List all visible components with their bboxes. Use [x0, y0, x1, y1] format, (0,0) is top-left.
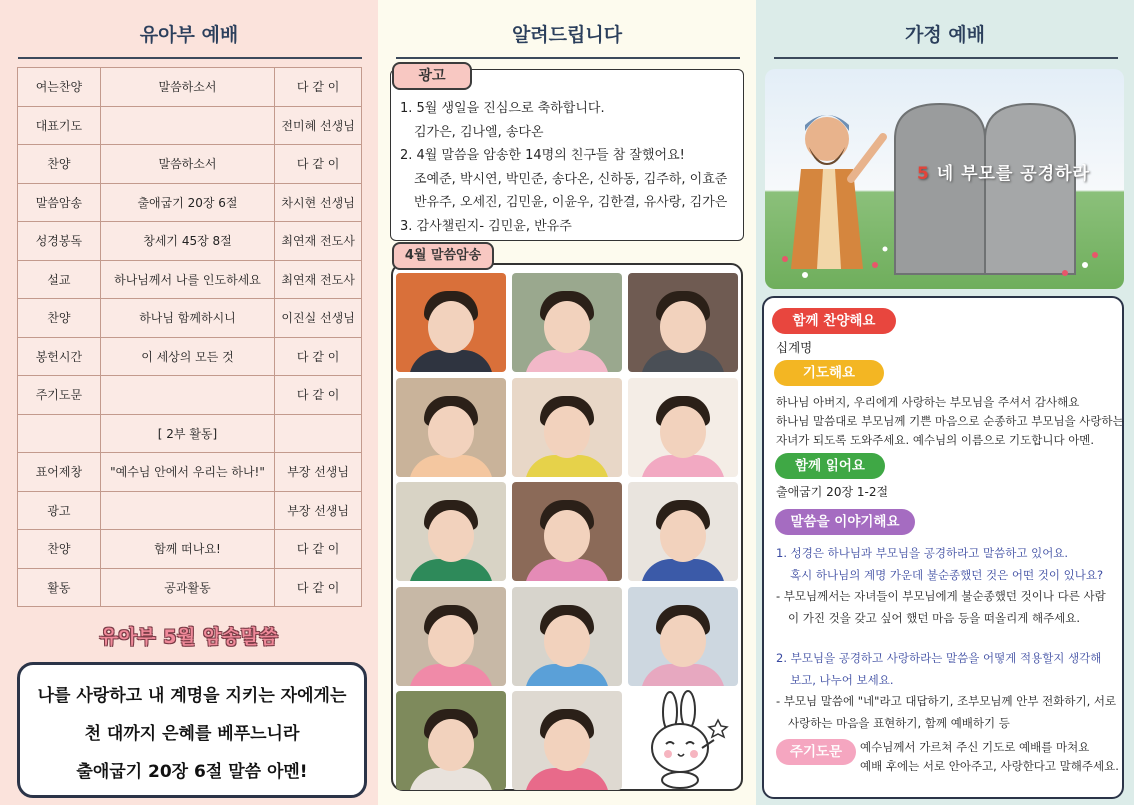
table-row: [18, 68, 362, 107]
answer-line: - 부모님 말씀에 "네"라고 대답하기, 조부모님께 안부 전화하기, 서로: [776, 694, 1117, 708]
table-row: [18, 260, 362, 299]
pray-line: 하나님 아버지, 우리에게 사랑하는 부모님을 주셔서 감사해요: [776, 395, 1080, 409]
panel-title: 유아부 예배: [139, 24, 239, 46]
divider: [18, 57, 362, 59]
lords-prayer-label: 주기도문: [776, 739, 856, 765]
order-of-worship-table: [17, 67, 362, 607]
child-photo: [628, 482, 738, 581]
read-text: 출애굽기 20장 1-2절: [776, 485, 889, 499]
ad-tag: 광고: [392, 62, 472, 90]
question-line: 보고, 나누어 보세요.: [790, 672, 894, 687]
pray-line: 자녀가 되도록 도와주세요. 예수님의 이름으로 기도합니다 아멘.: [776, 433, 1095, 447]
child-photo: [628, 587, 738, 686]
notice-names: 반유주, 오세진, 김민윤, 이윤우, 김한결, 유사랑, 김가은: [414, 195, 728, 210]
table-row: [18, 414, 362, 453]
pray-label: 기도해요: [774, 360, 884, 386]
child-photo: [512, 587, 622, 686]
notice-item: 2. 4월 말씀을 암송한 14명의 친구들 참 잘했어요!: [400, 148, 685, 163]
praise-text: 십계명: [776, 340, 813, 355]
leader-cell: 다 같 이: [275, 68, 362, 107]
leader-cell: 전미혜 선생님: [275, 106, 362, 145]
child-photo: [396, 482, 506, 581]
memory-verse-line: 나를 사랑하고 내 계명을 지키는 자에게는: [37, 686, 347, 706]
notice-names: 김가은, 김나엘, 송다온: [414, 124, 544, 140]
table-row: [18, 299, 362, 338]
notice-item: 1. 5월 생일을 진심으로 축하합니다.: [400, 101, 605, 116]
program-title-cell: 이 세상의 모든 것: [100, 337, 274, 376]
child-photo: [396, 691, 506, 790]
table-row: [18, 453, 362, 492]
read-label: 함께 읽어요: [775, 453, 885, 479]
pray-text: [776, 393, 1124, 450]
lords-prayer-text: [860, 738, 1119, 776]
lords-prayer-line: 예배 후에는 서로 안아주고, 사랑한다고 말해주세요.: [860, 759, 1119, 773]
leader-cell: 다 같 이: [275, 337, 362, 376]
hero-text: 네 부모를 공경하라: [936, 164, 1090, 184]
memory-verse-line: 출애굽기 20장 6절 말씀 아멘!: [76, 762, 308, 782]
talk-text: [776, 543, 1116, 734]
answer-line: 이 가진 것을 갖고 싶어 했던 마음 등을 떠올리게 해주세요.: [788, 610, 1081, 625]
memory-verse-line: 천 대까지 은혜를 베푸느니라: [84, 724, 300, 744]
table-row: [18, 183, 362, 222]
child-photo: [396, 587, 506, 686]
program-item-cell: 대표기도: [18, 106, 101, 145]
leader-cell: 최연재 전도사: [275, 260, 362, 299]
answer-line: 사랑하는 마음을 표현하기, 함께 예배하기 등: [788, 715, 1010, 730]
question-line: 2. 부모님을 공경하고 사랑하라는 말씀을 어떻게 적용할지 생각해: [776, 651, 1102, 665]
program-title-cell: [100, 106, 274, 145]
verse-tag: 4월 말씀암송: [392, 242, 494, 270]
memory-verse-box: [17, 662, 367, 798]
notice-list: [400, 97, 727, 238]
program-item-cell: 봉헌시간: [18, 337, 101, 376]
program-title-cell: 공과활동: [100, 568, 274, 607]
program-item-cell: 주기도문: [18, 376, 101, 415]
panel-title: 가정 예배: [904, 24, 986, 46]
program-item-cell: 표어제창: [18, 453, 101, 492]
hero-title: [917, 159, 1090, 184]
program-item-cell: 광고: [18, 491, 101, 530]
program-item-cell: 활동: [18, 568, 101, 607]
child-photo: [628, 378, 738, 477]
program-title-cell: "예수님 안에서 우리는 하나!": [100, 453, 274, 492]
praise-label: 함께 찬양해요: [772, 308, 896, 334]
hero-number: 5: [917, 164, 930, 184]
leader-cell: 다 같 이: [275, 530, 362, 569]
table-row: [18, 376, 362, 415]
table-row: [18, 491, 362, 530]
program-title-cell: [ 2부 활동]: [100, 414, 274, 453]
notice-names: 조예준, 박시연, 박민준, 송다온, 신하동, 김주하, 이효준: [414, 171, 728, 187]
pray-line: 하나님 말씀대로 부모님께 기쁜 마음으로 순종하고 부모님을 사랑하는: [776, 414, 1124, 428]
divider: [774, 57, 1118, 59]
program-item-cell: 여는찬양: [18, 68, 101, 107]
program-item-cell: 말씀암송: [18, 183, 101, 222]
child-photo: [396, 378, 506, 477]
divider: [396, 57, 740, 59]
ten-commandments-illustration: [765, 69, 1124, 289]
program-title-cell: 말씀하소서: [100, 68, 274, 107]
table-row: [18, 145, 362, 184]
program-title-cell: [100, 376, 274, 415]
leader-cell: 최연재 전도사: [275, 222, 362, 261]
program-item-cell: 설교: [18, 260, 101, 299]
answer-line: - 부모님께서는 자녀들이 부모님에게 불순종했던 것이나 다른 사람: [776, 589, 1106, 603]
leader-cell: 부장 선생님: [275, 453, 362, 492]
program-title-cell: 말씀하소서: [100, 145, 274, 184]
panel-title: 알려드립니다: [511, 24, 623, 46]
child-photo: [512, 691, 622, 790]
program-title-cell: 하나님께서 나를 인도하세요: [100, 260, 274, 299]
notice-item: 3. 감사챌린지- 김민윤, 반유주: [400, 218, 572, 234]
table-row: [18, 106, 362, 145]
rabbit-mascot-icon: [640, 690, 736, 790]
program-title-cell: [100, 491, 274, 530]
order-of-worship-panel: [0, 0, 378, 805]
table-row: [18, 530, 362, 569]
question-line: 1. 성경은 하나님과 부모님을 공경하라고 말씀하고 있어요.: [776, 546, 1069, 560]
child-photo: [512, 273, 622, 372]
question-line: 혹시 하나님의 계명 가운데 불순종했던 것은 어떤 것이 있나요?: [790, 567, 1104, 582]
leader-cell: 이진실 선생님: [275, 299, 362, 338]
program-item-cell: 성경봉독: [18, 222, 101, 261]
child-photo: [512, 378, 622, 477]
leader-cell: 차시현 선생님: [275, 183, 362, 222]
child-photo: [396, 273, 506, 372]
program-title-cell: 하나님 함께하시니: [100, 299, 274, 338]
program-title-cell: 출애굽기 20장 6절: [100, 183, 274, 222]
lords-prayer-line: 예수님께서 가르쳐 주신 기도로 예배를 마쳐요: [860, 740, 1090, 754]
memory-verse-title: 유아부 5월 암송말씀: [99, 626, 279, 648]
table-row: [18, 222, 362, 261]
table-row: [18, 337, 362, 376]
program-item-cell: [18, 414, 101, 453]
program-item-cell: 찬양: [18, 299, 101, 338]
leader-cell: [275, 414, 362, 453]
leader-cell: 다 같 이: [275, 568, 362, 607]
talk-label: 말씀을 이야기해요: [775, 509, 915, 535]
table-row: [18, 568, 362, 607]
leader-cell: 부장 선생님: [275, 491, 362, 530]
child-photo: [512, 482, 622, 581]
program-item-cell: 찬양: [18, 530, 101, 569]
leader-cell: 다 같 이: [275, 145, 362, 184]
program-item-cell: 찬양: [18, 145, 101, 184]
leader-cell: 다 같 이: [275, 376, 362, 415]
program-title-cell: 창세기 45장 8절: [100, 222, 274, 261]
child-photo: [628, 273, 738, 372]
program-title-cell: 함께 떠나요!: [100, 530, 274, 569]
